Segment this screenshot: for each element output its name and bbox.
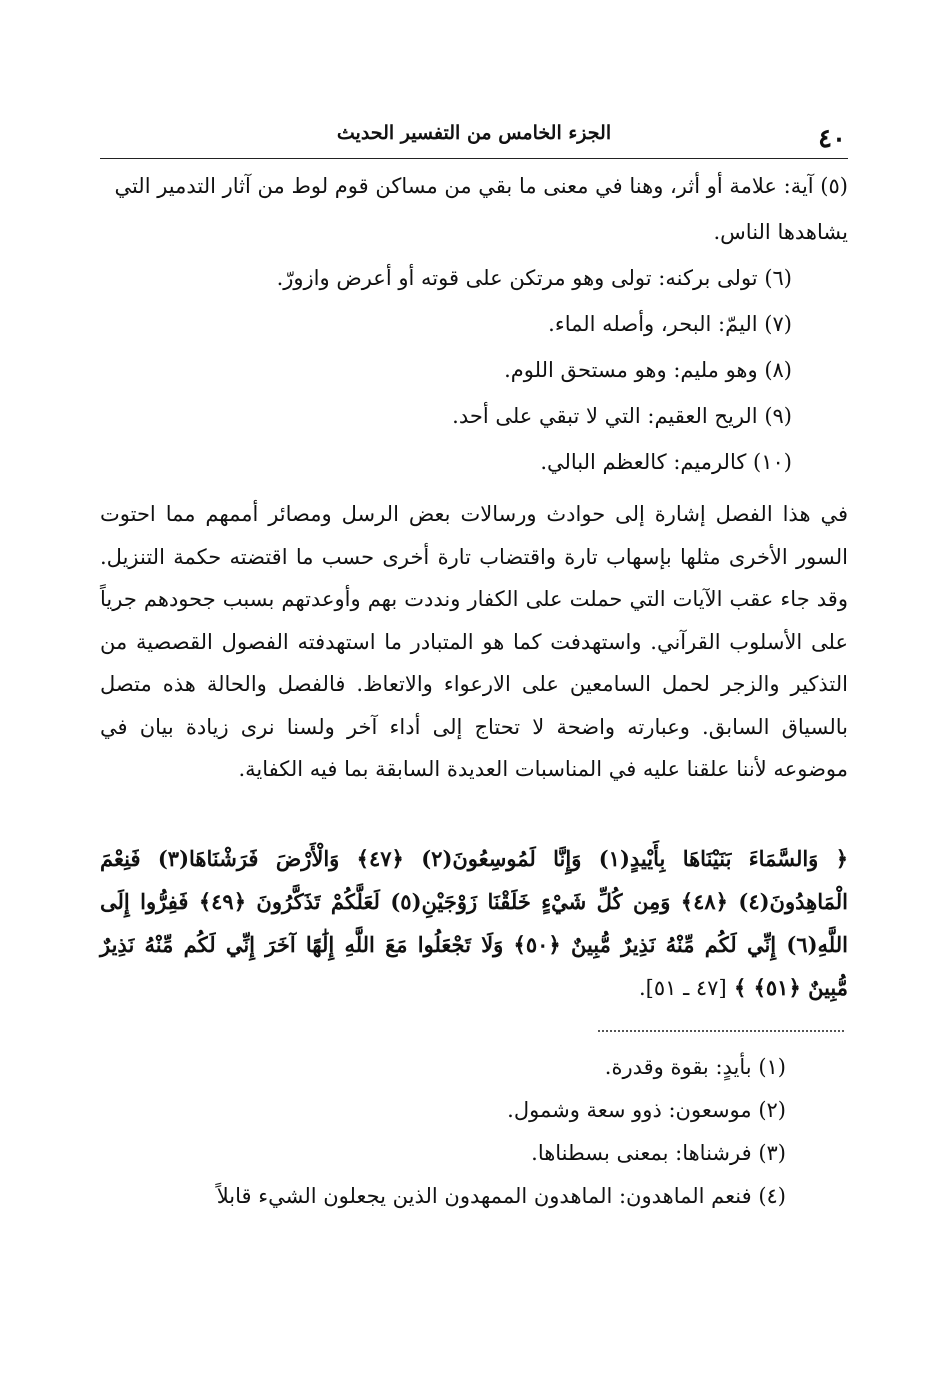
commentary-paragraph: في هذا الفصل إشارة إلى حوادث ورسالات بعض الرسل ومصائر أممهم مما احتوت السور الأخرى مثلها بإسهاب تارة واقتضاب تارة أخرى حسب ما اقتضته حكمة التنزيل. وقد جاء عقب الآيات التي حملت على الكفار ونددت بهم وأوعدتهم بسبب جحودهم جرياً على الأسلوب القرآني. واستهدفت كما هو المتبادر ما استهدفته الفصول القصصية من التذكير والزجر لحمل السامعين على الارعواء والاتعاظ. فالفصل والحالة هذه متصل بالسياق السابق. وعبارته واضحة لا تحتاج إلى أداء آخر ولسنا نرى زيادة بيان في موضوعه لأننا علقنا عليه في المناسبات العديدة السابقة بما فيه الكفاية.	[100, 502, 848, 781]
note-9: (٩) الريح العقيم: التي لا تبقي على أحد.	[452, 404, 792, 428]
book-page	[100, 118, 848, 1218]
quran-verse-block	[100, 837, 848, 1010]
note-7: (٧) اليمّ: البحر، وأصله الماء.	[548, 312, 792, 336]
footnote-2: (٢) موسعون: ذوو سعة وشمول.	[507, 1097, 786, 1122]
page-number: ٤٠	[818, 124, 846, 154]
bottom-footnotes	[100, 1046, 848, 1218]
note-6: (٦) تولى بركنه: تولى وهو مرتكن على قوته أو أعرض وازورّ.	[276, 266, 792, 290]
note-5: (٥) آية: علامة أو أثر، وهنا في معنى ما بقي من مساكن قوم لوط من آثار التدمير التي يشاهدها الناس.	[114, 174, 848, 244]
note-10: (١٠) كالرميم: كالعظم البالي.	[540, 450, 792, 474]
verse-reference: [٤٧ ـ ٥١].	[638, 975, 727, 1000]
verse-text: ﴿ وَالسَّمَاءَ بَنَيْنَاهَا بِأَيْيدٍ(١) وَإِنَّا لَمُوسِعُونَ(٢) ﴿٤٧﴾ وَالْأَرْضَ فَرَشْنَاهَا(٣) فَنِعْمَ الْمَاهِدُونَ(٤) ﴿٤٨﴾ وَمِن كُلِّ شَيْءٍ خَلَقْنَا زَوْجَيْنِ(٥) لَعَلَّكُمْ تَذَكَّرُونَ ﴿٤٩﴾ فَفِرُّوا إِلَى اللَّهِ(٦) إِنِّي لَكُم مِّنْهُ نَذِيرٌ مُّبِينٌ ﴿٥٠﴾ وَلَا تَجْعَلُوا مَعَ اللَّهِ إِلَٰهًا آخَرَ إِنِّي لَكُم مِّنْهُ نَذِيرٌ مُّبِينٌ ﴿٥١﴾ ﴾	[100, 845, 848, 1000]
footnote-3: (٣) فرشناها: بمعنى بسطناها.	[531, 1140, 786, 1165]
running-title: الجزء الخامس من التفسير الحديث	[336, 122, 612, 144]
note-8: (٨) وهو مليم: وهو مستحق اللوم.	[504, 358, 792, 382]
footnote-separator	[100, 1024, 848, 1046]
footnote-4: (٤) فنعم الماهدون: الماهدون الممهدون الذين يجعلون الشيء قابلاً	[216, 1183, 786, 1208]
commentary-section	[100, 493, 848, 791]
footnote-1: (١) بأيدٍ: بقوة وقدرة.	[604, 1054, 786, 1079]
top-footnotes	[100, 163, 848, 485]
page-header	[100, 118, 848, 159]
